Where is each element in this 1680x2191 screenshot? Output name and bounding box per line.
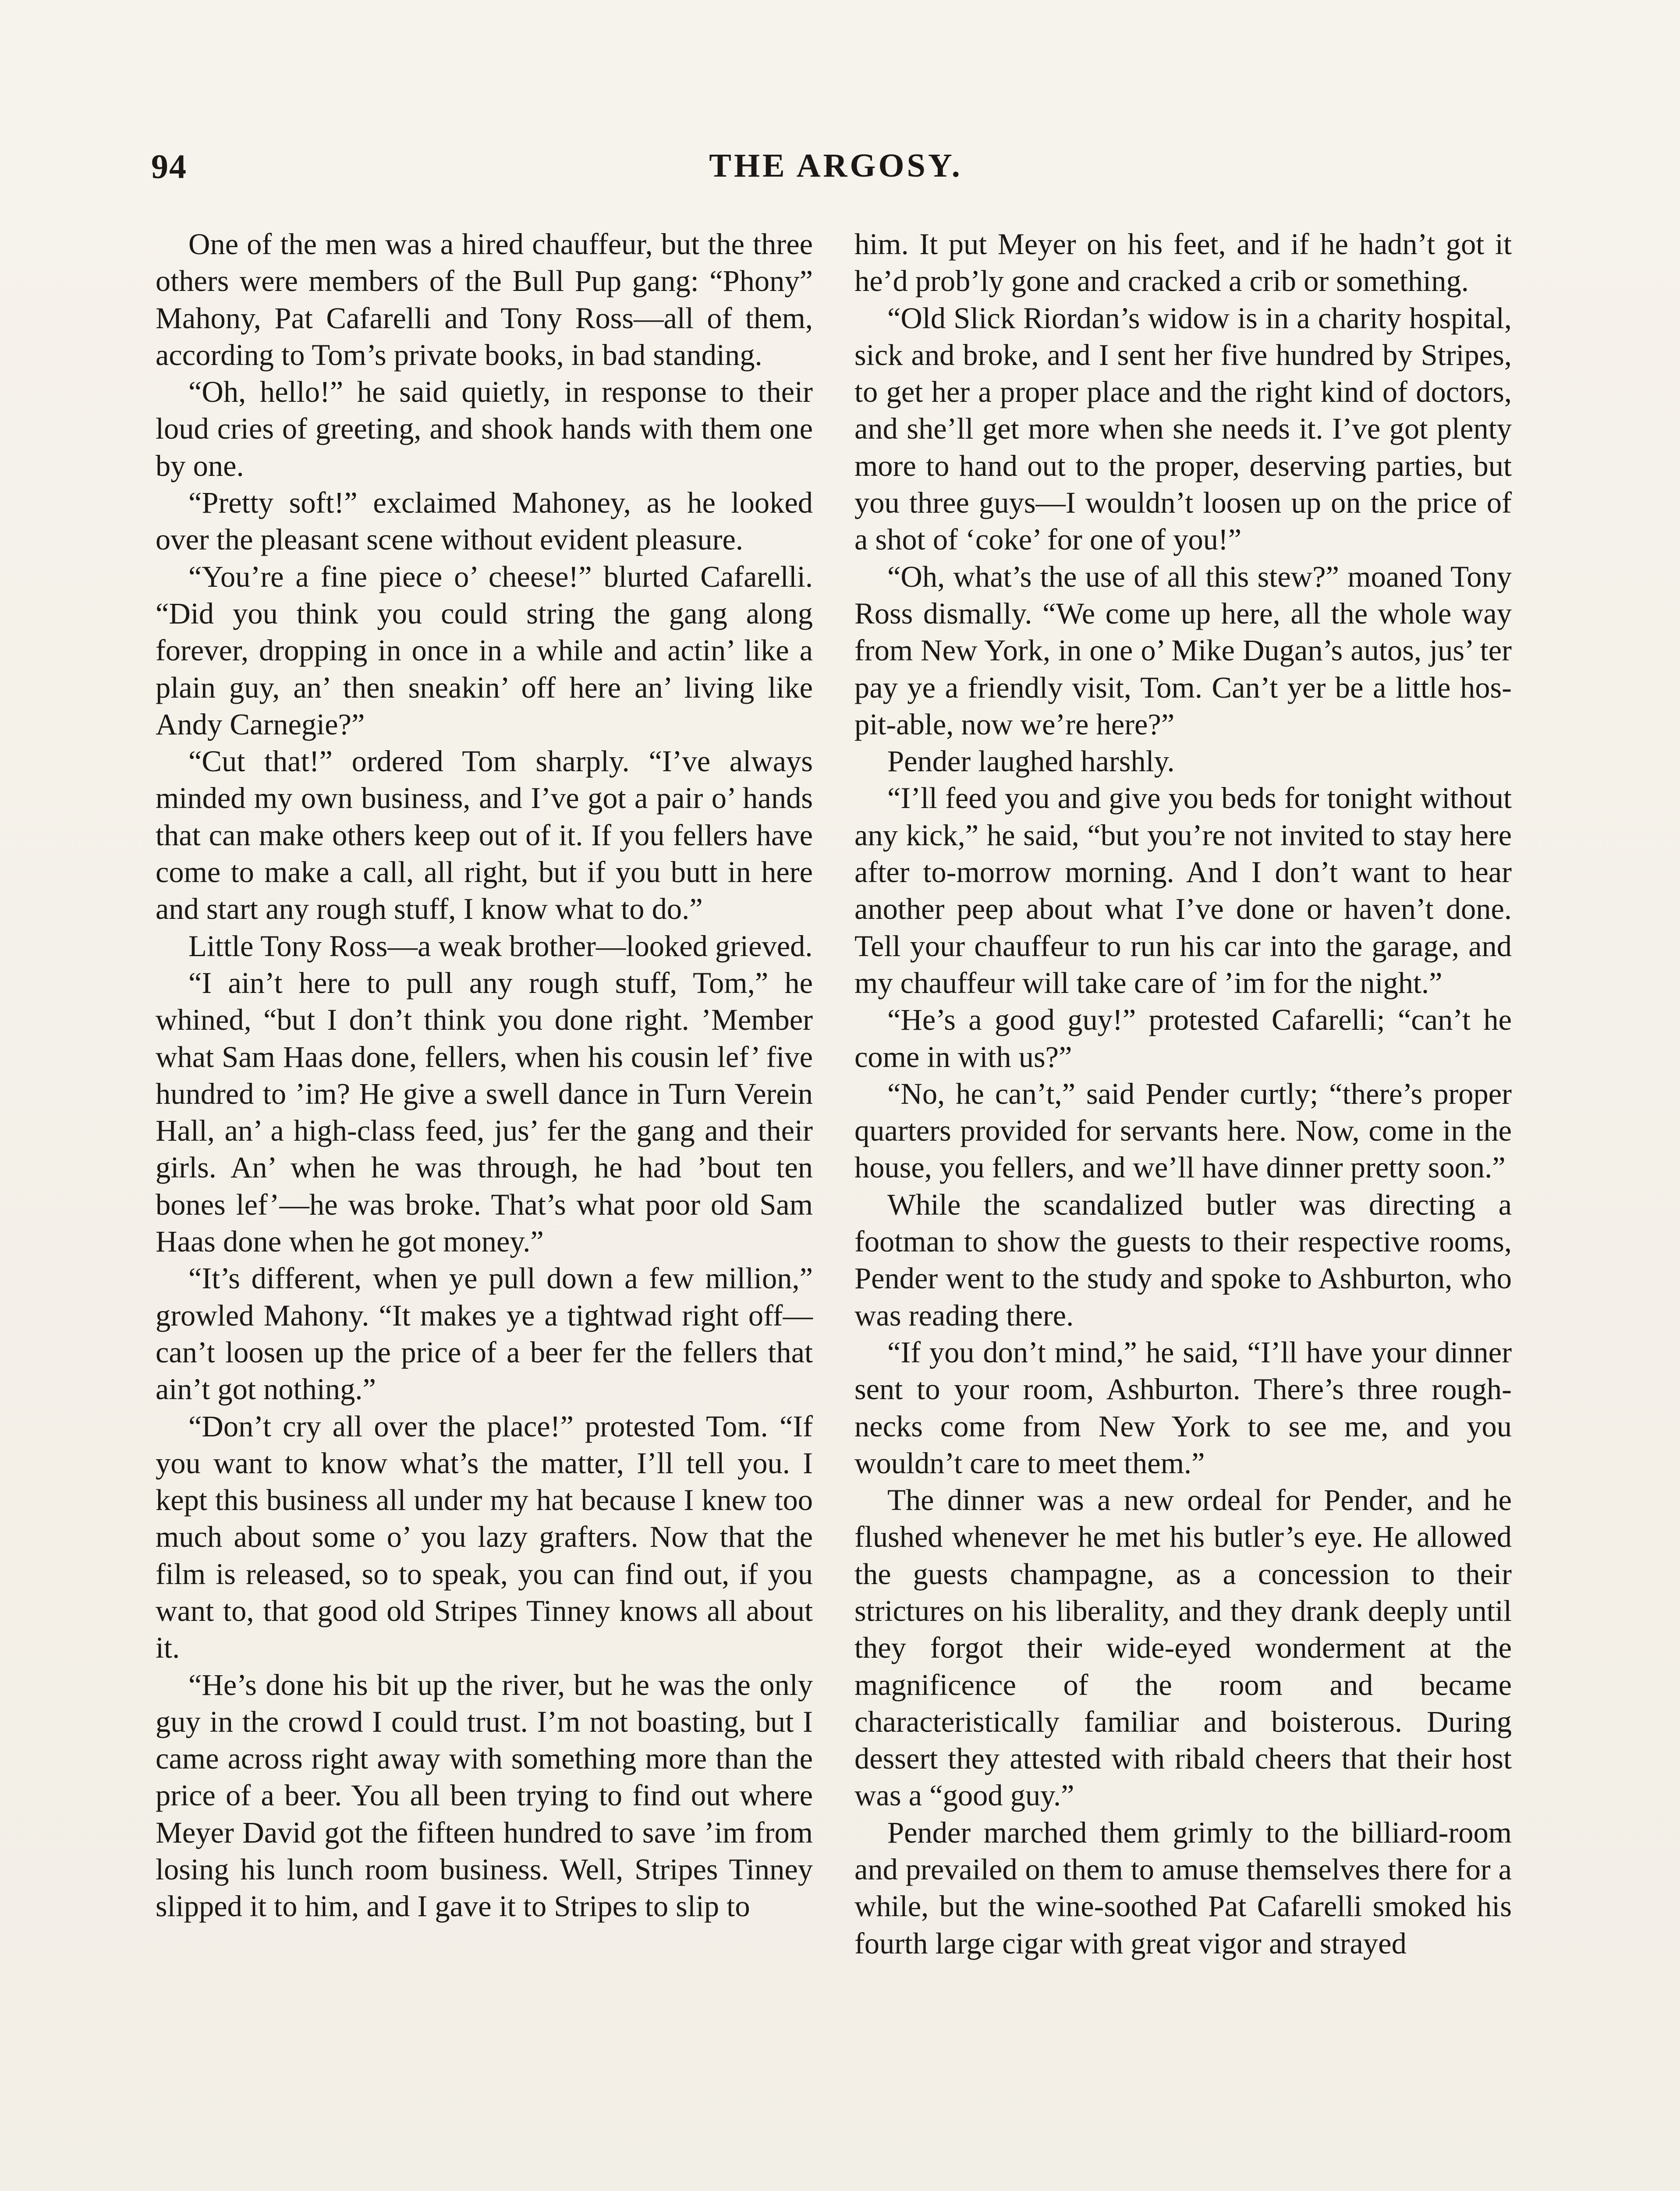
paragraph: One of the men was a hired chauffeur, but the three others were members of the Bull Pup gang: “Phony” Mahony, Pat Cafarelli and Tony Ross—all of them, according to Tom’s private books, in bad standing. <box>156 227 813 372</box>
right-text-column <box>854 226 1512 1962</box>
page-header <box>151 147 1521 195</box>
page-number: 94 <box>151 147 187 185</box>
paragraph: “Oh, what’s the use of all this stew?” moaned Tony Ross dismally. “We come up here, all the whole way from New York, in one o’ Mike Dugan’s autos, jus’ ter pay ye a friendly visit, Tom. Can’t yer be a little hos-pit-able, now we’re here?” <box>854 560 1512 741</box>
paragraph: While the scandalized butler was directing a footman to show the guests to their respective rooms, Pender went to the study and spoke to Ashburton, who was reading there. <box>854 1188 1512 1332</box>
paragraph: The dinner was a new ordeal for Pender, and he flushed whenever he met his butler’s eye. He allowed the guests champagne, as a concession to their strictures on his liberality, and they drank deeply until they forgot their wide-eyed wonderment at the magnificence of the room and became characteristically familiar and boisterous. During dessert they attested with ribald cheers that their host was a “good guy.” <box>854 1483 1512 1812</box>
paragraph: “Don’t cry all over the place!” protested Tom. “If you want to know what’s the matter, I’ll tell you. I kept this business all under my hat because I knew too much about some o’ you lazy grafters. Now that the film is released, so to speak, you can find out, if you want to, that good old Stripes Tinney knows all about it. <box>156 1409 813 1665</box>
paragraph: “No, he can’t,” said Pender curtly; “there’s proper quarters provided for servants here. Now, come in the house, you fellers, and we’ll have dinner pretty soon.” <box>854 1077 1512 1184</box>
left-text-column <box>156 226 813 1925</box>
paragraph: Pender laughed harshly. <box>887 745 1175 778</box>
paragraph: “You’re a fine piece o’ cheese!” blurted Cafarelli. “Did you think you could string the gang along forever, dropping in once in a while and actin’ like a plain guy, an’ then sneakin’ off here an’ living like Andy Carnegie?” <box>156 560 813 741</box>
paragraph: him. It put Meyer on his feet, and if he hadn’t got it he’d prob’ly gone and cracked a crib or something. <box>854 227 1512 298</box>
paragraph: “Old Slick Riordan’s widow is in a charity hospital, sick and broke, and I sent her five hundred by Stripes, to get her a proper place and the right kind of doctors, and she’ll get more when she needs it. I’ve got plenty more to hand out to the proper, deserving parties, but you three guys—I wouldn’t loosen up on the price of a shot of ‘coke’ for one of you!” <box>854 301 1512 557</box>
paragraph: “He’s a good guy!” protested Cafarelli; “can’t he come in with us?” <box>854 1003 1512 1074</box>
paragraph: “Pretty soft!” exclaimed Mahoney, as he looked over the pleasant scene without evident pleasure. <box>156 486 813 557</box>
paragraph: “If you don’t mind,” he said, “I’ll have your dinner sent to your room, Ashburton. There’s three rough-necks come from New York to see me, and you wouldn’t care to meet them.” <box>854 1335 1512 1480</box>
paragraph: “He’s done his bit up the river, but he was the only guy in the crowd I could trust. I’m not boasting, but I came across right away with something more than the price of a beer. You all been trying to find out where Meyer David got the fifteen hundred to save ’im from losing his lunch room business. Well, Stripes Tinney slipped it to him, and I gave it to Stripes to slip to <box>156 1668 813 1923</box>
paragraph: “I ain’t here to pull any rough stuff, Tom,” he whined, “but I don’t think you done right. ’Member what Sam Haas done, fellers, when his cousin lef’ five hundred to ’im? He give a swell dance in Turn Verein Hall, an’ a high-class feed, jus’ fer the gang and their girls. An’ when he was through, he had ’bout ten bones lef’—he was broke. That’s what poor old Sam Haas done when he got money.” <box>156 966 813 1259</box>
running-title: THE ARGOSY. <box>709 147 963 184</box>
paragraph: Pender marched them grimly to the billiard-room and prevailed on them to amuse themselves there for a while, but the wine-soothed Pat Cafarelli smoked his fourth large cigar with great vigor and strayed <box>854 1815 1512 1960</box>
paragraph: “I’ll feed you and give you beds for tonight without any kick,” he said, “but you’re not invited to stay here after to-morrow morning. And I don’t want to hear another peep about what I’ve done or haven’t done. Tell your chauffeur to run his car into the garage, and my chauffeur will take care of ’im for the night.” <box>854 781 1512 1000</box>
paragraph: “Cut that!” ordered Tom sharply. “I’ve always minded my own business, and I’ve got a pair o’ hands that can make others keep out of it. If you fellers have come to make a call, all right, but if you butt in here and start any rough stuff, I know what to do.” <box>156 745 813 926</box>
paragraph: Little Tony Ross—a weak brother—looked grieved. <box>188 929 813 963</box>
paragraph: “It’s different, when ye pull down a few million,” growled Mahony. “It makes ye a tightwad right off—can’t loosen up the price of a beer fer the fellers that ain’t got nothing.” <box>156 1262 813 1406</box>
paragraph: “Oh, hello!” he said quietly, in response to their loud cries of greeting, and shook hands with them one by one. <box>156 375 813 482</box>
